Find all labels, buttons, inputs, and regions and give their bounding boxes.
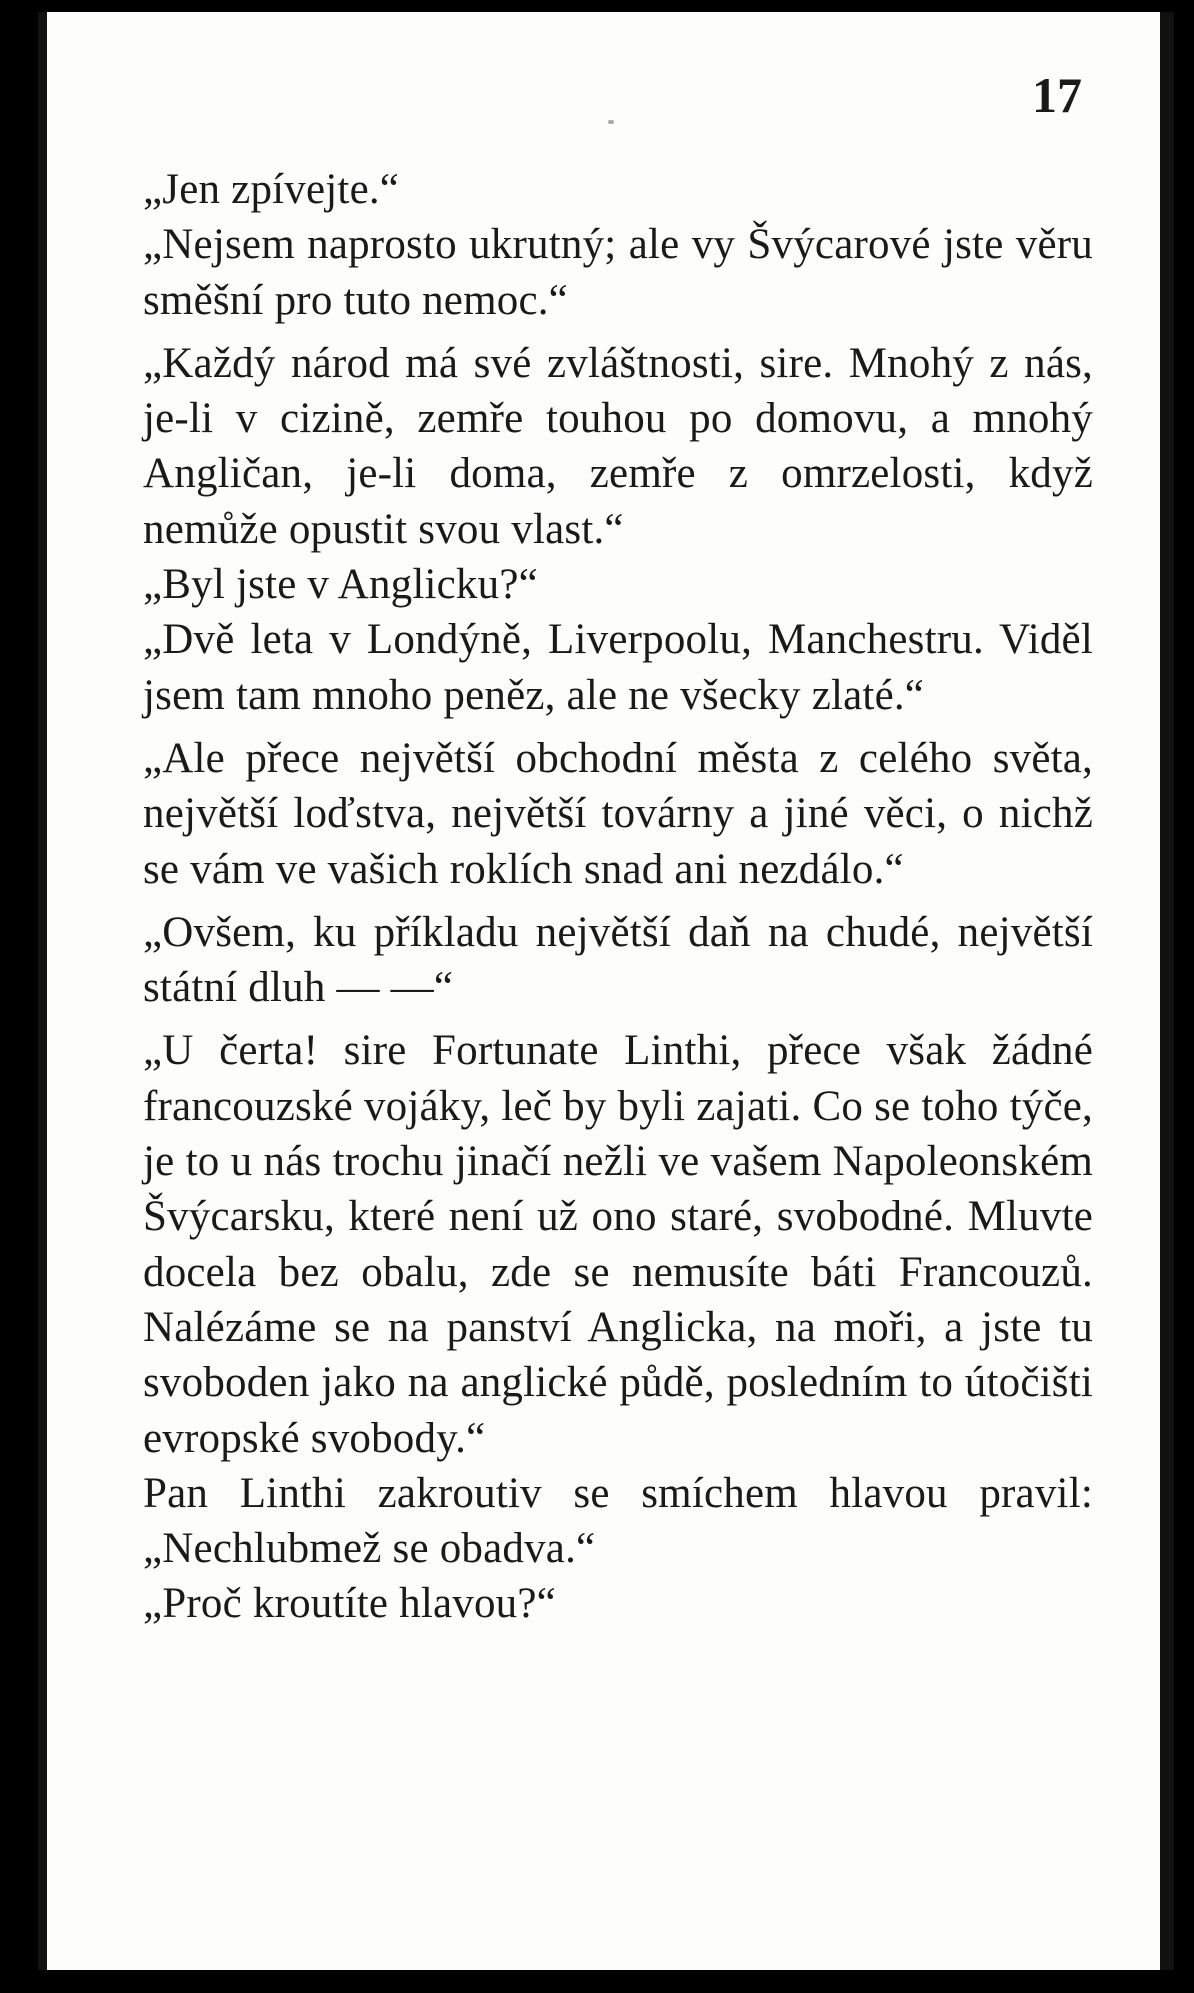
paragraph: „Proč kroutíte hlavou?“: [143, 1580, 556, 1628]
paragraph: „U čerta! sire Fortunate Linthi, přece však žádné francouzské vojáky, leč by byli zajati. Co se toho týče, je to u nás trochu jinačí nežli ve vašem Napoleonském Švýcarsku, které není už ono staré, svobodné. Mluvte docela bez obalu, zde se nemusíte báti Francouzů. Nalézáme se na panství Anglicka, na moři, a jste tu svoboden jako na anglické půdě, posledním to útočišti evropské svobody.“: [143, 1027, 1093, 1462]
print-speck: [608, 120, 614, 124]
right-border: [1160, 12, 1174, 1970]
left-border: [38, 12, 47, 1970]
paragraph: „Byl jste v Anglicku?“: [143, 561, 538, 609]
body-text: [143, 162, 1093, 1632]
paragraph: Pan Linthi zakroutiv se smíchem hlavou pravil: „Nechlubmež se obadva.“: [143, 1469, 1093, 1573]
paragraph: „Ovšem, ku příkladu největší daň na chudé, největší státní dluh — —“: [143, 908, 1093, 1012]
paragraph: „Nejsem naprosto ukrutný; ale vy Švýcarové jste věru směšní pro tuto nemoc.“: [143, 221, 1093, 324]
paragraph: „Každý národ má své zvláštnosti, sire. Mnohý z nás, je-li v cizině, zemře touhou po domovu, a mnohý Angličan, je-li doma, zemře z omrzelosti, když nemůže opustit svou vlast.“: [143, 339, 1093, 553]
paragraph: „Ale přece největší obchodní města z celého světa, největší loďstva, největší továrny a jiné věci, o nichž se vám ve vašich roklích snad ani nezdálo.“: [143, 734, 1093, 893]
page-number: 17: [1032, 67, 1082, 123]
paragraph: „Jen zpívejte.“: [143, 166, 400, 213]
paragraph: „Dvě leta v Londýně, Liverpoolu, Manchestru. Viděl jsem tam mnoho peněz, ale ne všecky zlaté.“: [143, 616, 1093, 719]
book-page: [38, 12, 1174, 1970]
